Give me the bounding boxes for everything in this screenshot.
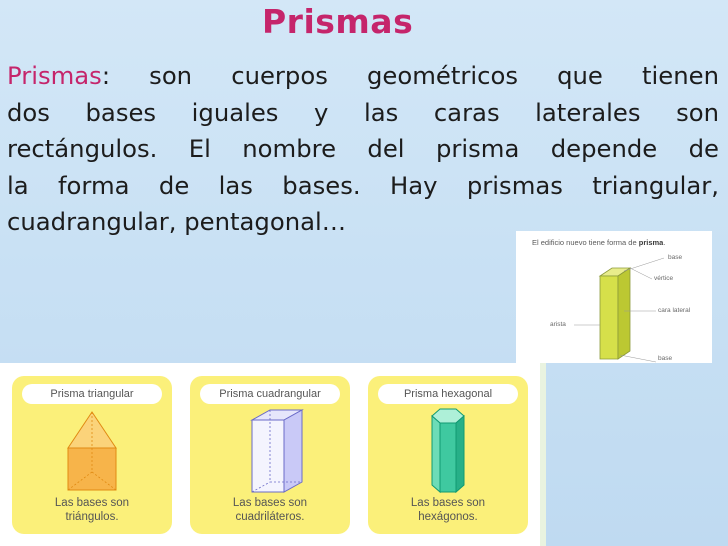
card-caption-line-2: hexágonos. — [418, 511, 478, 523]
paragraph-line-2: dos bases iguales y las caras laterales son — [7, 97, 719, 127]
keyword-prismas: Prismas — [7, 61, 102, 90]
caption-bold: prisma — [638, 238, 664, 247]
card-prisma-hexagonal — [368, 376, 528, 534]
card-title: Prisma cuadrangular — [200, 384, 340, 404]
label-vertice: vértice — [654, 275, 674, 282]
paragraph-line-5: cuadrangular, pentagonal… — [7, 207, 347, 236]
caption-prefix: El edificio nuevo tiene forma de — [532, 238, 639, 247]
card-prisma-cuadrangular — [190, 376, 350, 534]
card-prisma-triangular — [12, 376, 172, 534]
label-base-top: base — [668, 254, 683, 261]
page-title: Prismas — [262, 2, 414, 41]
card-caption-line-1: Las bases son — [54, 497, 130, 509]
building-prism-figure — [516, 231, 712, 363]
definition-paragraph — [7, 58, 719, 241]
label-arista: arista — [550, 321, 566, 328]
paragraph-line-1 — [7, 58, 719, 95]
paragraph-line-4: la forma de las bases. Hay prismas triangular, — [7, 170, 719, 200]
card-title: Prisma hexagonal — [378, 384, 518, 404]
caption-end: . — [663, 238, 666, 247]
paragraph-line-1-rest: : son cuerpos geométricos que tienen — [101, 61, 719, 90]
label-cara-lateral: cara lateral — [658, 307, 691, 314]
paragraph-line-3: rectángulos. El nombre del prisma depende de — [7, 134, 719, 163]
card-caption-line-2: cuadriláteros. — [235, 511, 305, 523]
card-caption-line-2: triángulos. — [65, 511, 119, 523]
card-caption-line-1: Las bases son — [410, 497, 486, 509]
card-caption — [12, 496, 172, 524]
card-caption — [368, 496, 528, 524]
card-caption — [190, 496, 350, 524]
card-title: Prisma triangular — [22, 384, 162, 404]
building-prism-drawing — [516, 231, 712, 363]
card-caption-line-1: Las bases son — [232, 497, 308, 509]
strip-edge — [540, 363, 546, 546]
label-base-bottom: base — [658, 355, 673, 362]
